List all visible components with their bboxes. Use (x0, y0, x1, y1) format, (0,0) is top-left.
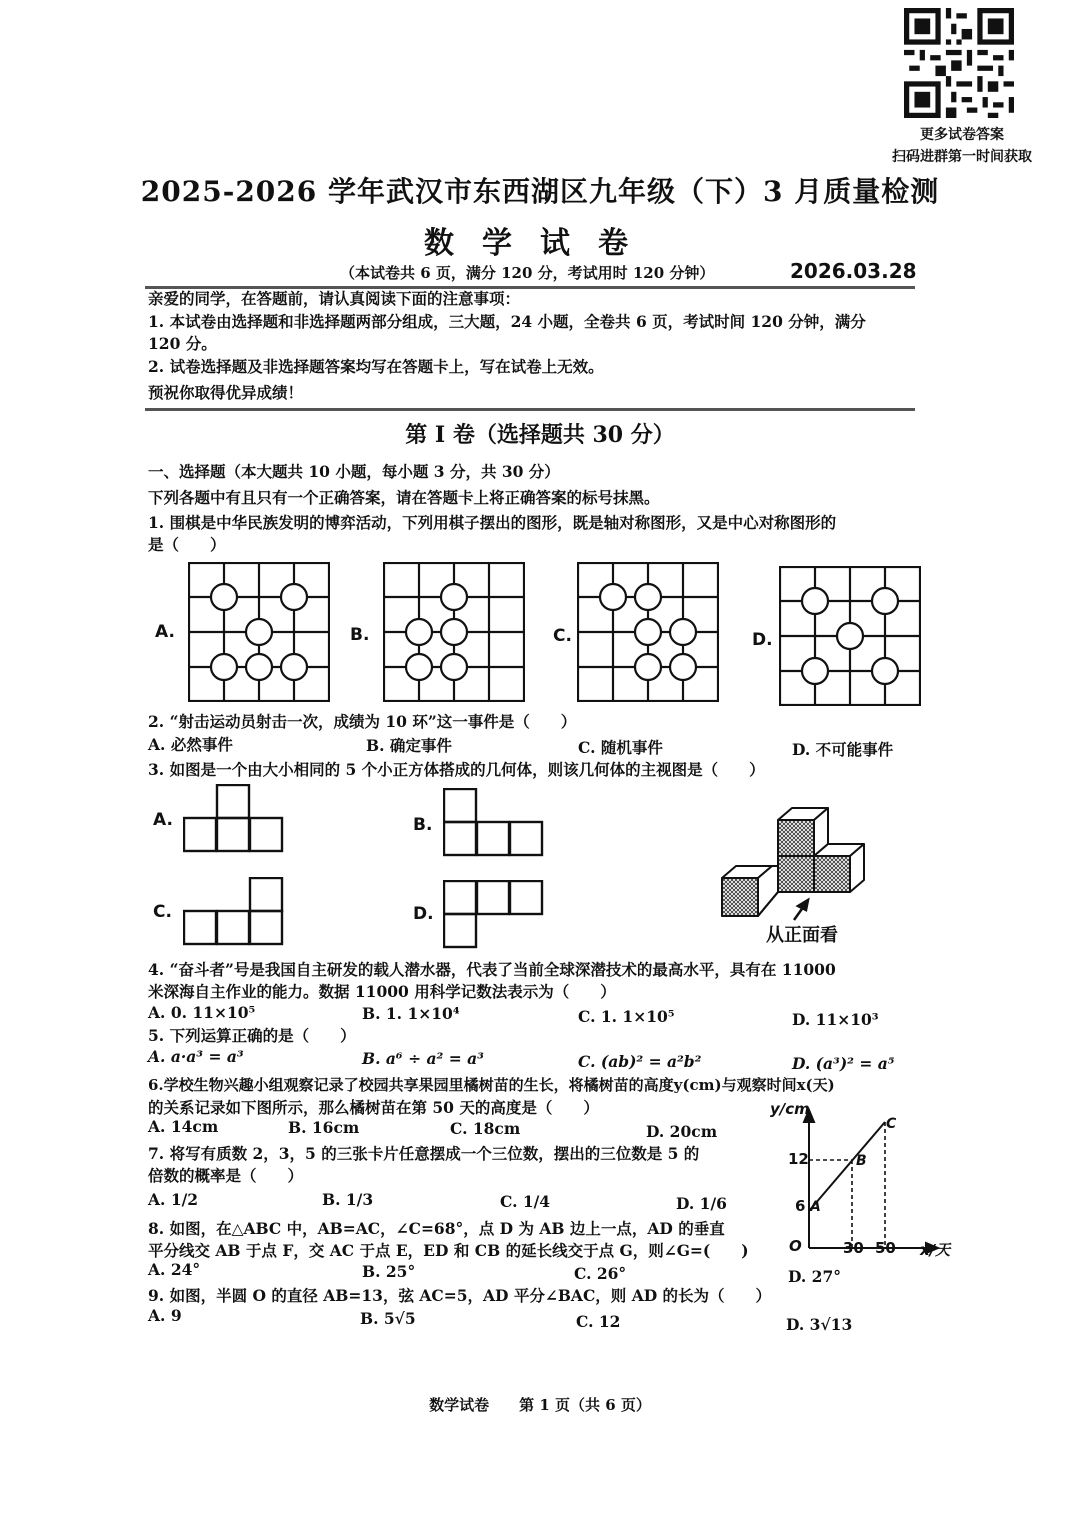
q4-option-c: C. 1. 1×10⁵ (578, 1007, 675, 1026)
q4-text-a: 4. “奋斗者”号是我国自主研发的载人潜水器，代表了当前全球深潜技术的最高水平，具有在 11000 (148, 960, 836, 979)
q2-option-b: B. 确定事件 (366, 736, 452, 755)
q7-text-b: 倍数的概率是（ ） (148, 1166, 304, 1185)
qr-code (904, 8, 1014, 118)
q9-option-a: A. 9 (148, 1306, 182, 1325)
q3-text: 3. 如图是一个由大小相同的 5 个小正方体搭成的几何体，则该几何体的主视图是（ ） (148, 760, 765, 779)
q6-y-tick-12: 12 (788, 1150, 809, 1168)
notice-item1b: 120 分。 (148, 334, 217, 353)
q5-text: 5. 下列运算正确的是（ ） (148, 1026, 356, 1045)
notice-item1a: 1. 本试卷由选择题和非选择题两部分组成，三大题，24 小题，全卷共 6 页，考试时间 120 分钟，满分 (148, 312, 866, 331)
q3-label-a: A. (153, 810, 173, 830)
notice-item2: 2. 试卷选择题及非选择题答案均写在答题卡上，写在试卷上无效。 (148, 357, 604, 376)
q8-option-c: C. 26° (574, 1264, 627, 1283)
q4-option-b: B. 1. 1×10⁴ (362, 1004, 460, 1023)
q3-label-c: C. (153, 902, 172, 922)
go-board-b (383, 562, 525, 702)
page-footer: 数学试卷 第 1 页（共 6 页） (429, 1396, 651, 1414)
q1-label-a: A. (155, 622, 175, 642)
q1-text-a: 1. 围棋是中华民族发明的博弈活动，下列用棋子摆出的图形，既是轴对称图形，又是中心对称图形的 (148, 513, 837, 532)
exam-meta: （本试卷共 6 页，满分 120 分，考试用时 120 分钟） (340, 264, 715, 282)
q5-option-b: B. a⁶ ÷ a² = a³ (362, 1049, 484, 1068)
q2-text: 2. “射击运动员射击一次，成绩为 10 环”这一事件是（ ） (148, 712, 577, 731)
q2-option-d: D. 不可能事件 (792, 740, 894, 759)
section-title: 第 I 卷（选择题共 30 分） (405, 422, 675, 448)
q3-cube-figure (718, 806, 893, 924)
q3-view-caption: 从正面看 (766, 925, 838, 946)
q8-option-a: A. 24° (148, 1260, 201, 1279)
q4-text-b: 米深海自主作业的能力。数据 11000 用科学记数法表示为（ ） (148, 982, 616, 1001)
q6-option-c: C. 18cm (450, 1119, 521, 1138)
notice-rule (145, 408, 915, 411)
q4-option-a: A. 0. 11×10⁵ (148, 1003, 256, 1022)
go-board-d (779, 566, 921, 706)
q6-point-b: B (856, 1153, 867, 1169)
q1-text-b: 是（ ） (148, 535, 226, 554)
q5-option-a: A. a·a³ = a³ (148, 1047, 244, 1066)
q7-option-b: B. 1/3 (322, 1190, 374, 1209)
q8-option-b: B. 25° (362, 1262, 416, 1281)
go-board-c (577, 562, 719, 702)
q9-text: 9. 如图，半圆 O 的直径 AB=13，弦 AC=5，AD 平分∠BAC，则 AD 的长为（ ） (148, 1286, 772, 1305)
q5-option-c: C. (ab)² = a²b² (578, 1052, 702, 1071)
q6-text-a: 6.学校生物兴趣小组观察记录了校园共享果园里橘树苗的生长，将橘树苗的高度y(cm)与观察时间x(天) (148, 1076, 835, 1094)
q9-option-d: D. 3√13 (786, 1315, 853, 1334)
q7-option-a: A. 1/2 (148, 1190, 199, 1209)
q9-option-c: C. 12 (576, 1312, 621, 1331)
q1-label-d: D. (752, 630, 773, 650)
q6-option-b: B. 16cm (288, 1118, 360, 1137)
notice-intro: 亲爱的同学，在答题前，请认真阅读下面的注意事项： (148, 289, 521, 308)
exam-title: 2025-2026 学年武汉市东西湖区九年级（下）3 月质量检测 (140, 175, 940, 208)
q8-text-b: 平分线交 AB 于点 F，交 AC 于点 E，ED 和 CB 的延长线交于点 G，则∠G=( ) (148, 1241, 749, 1260)
q6-x-tick-30: 30 (843, 1239, 864, 1257)
notice-wish: 预祝你取得优异成绩！ (148, 383, 304, 402)
q4-option-d: D. 11×10³ (792, 1010, 879, 1029)
q6-y-label: y/cm (770, 1100, 810, 1118)
qr-caption-1: 更多试卷答案 (920, 127, 1004, 143)
q2-option-a: A. 必然事件 (148, 735, 233, 754)
q3-view-c (183, 877, 285, 947)
q6-y-tick-6: 6 (795, 1197, 806, 1215)
q6-origin: O (789, 1237, 802, 1255)
q3-label-d: D. (413, 904, 434, 924)
go-board-a (188, 562, 330, 702)
q6-x-label: x/天 (920, 1241, 951, 1259)
q8-option-d: D. 27° (788, 1267, 842, 1286)
q2-option-c: C. 随机事件 (578, 738, 663, 757)
q7-option-d: D. 1/6 (676, 1194, 727, 1213)
qr-caption-2: 扫码进群第一时间获取 (892, 149, 1032, 165)
q6-text-b: 的关系记录如下图所示，那么橘树苗在第 50 天的高度是（ ） (148, 1098, 599, 1117)
q6-option-a: A. 14cm (148, 1117, 219, 1136)
q1-label-b: B. (350, 625, 370, 645)
exam-subtitle: 数学试卷 (424, 226, 656, 261)
q6-x-tick-50: 50 (875, 1239, 896, 1257)
q6-point-c: C (886, 1116, 897, 1132)
q8-text-a: 8. 如图，在△ABC 中，AB=AC，∠C=68°，点 D 为 AB 边上一点，AD 的垂直 (148, 1219, 725, 1238)
q6-option-d: D. 20cm (646, 1122, 718, 1141)
part1-heading: 一、选择题（本大题共 10 小题，每小题 3 分，共 30 分） (148, 462, 560, 481)
q6-point-a: A (810, 1199, 821, 1215)
q1-label-c: C. (553, 626, 572, 646)
q7-text-a: 7. 将写有质数 2，3，5 的三张卡片任意摆成一个三位数，摆出的三位数是 5 的 (148, 1144, 700, 1163)
q6-graph (760, 1100, 960, 1260)
q3-view-b (443, 788, 547, 858)
q3-view-a (183, 784, 285, 854)
q5-option-d: D. (a³)² = a⁵ (792, 1054, 895, 1073)
q3-view-d (443, 880, 547, 950)
part1-instruction: 下列各题中有且只有一个正确答案，请在答题卡上将正确答案的标号抹黑。 (148, 488, 660, 507)
q9-option-b: B. 5√5 (360, 1309, 416, 1328)
exam-date: 2026.03.28 (790, 259, 917, 283)
q3-label-b: B. (413, 815, 433, 835)
q7-option-c: C. 1/4 (500, 1192, 551, 1211)
